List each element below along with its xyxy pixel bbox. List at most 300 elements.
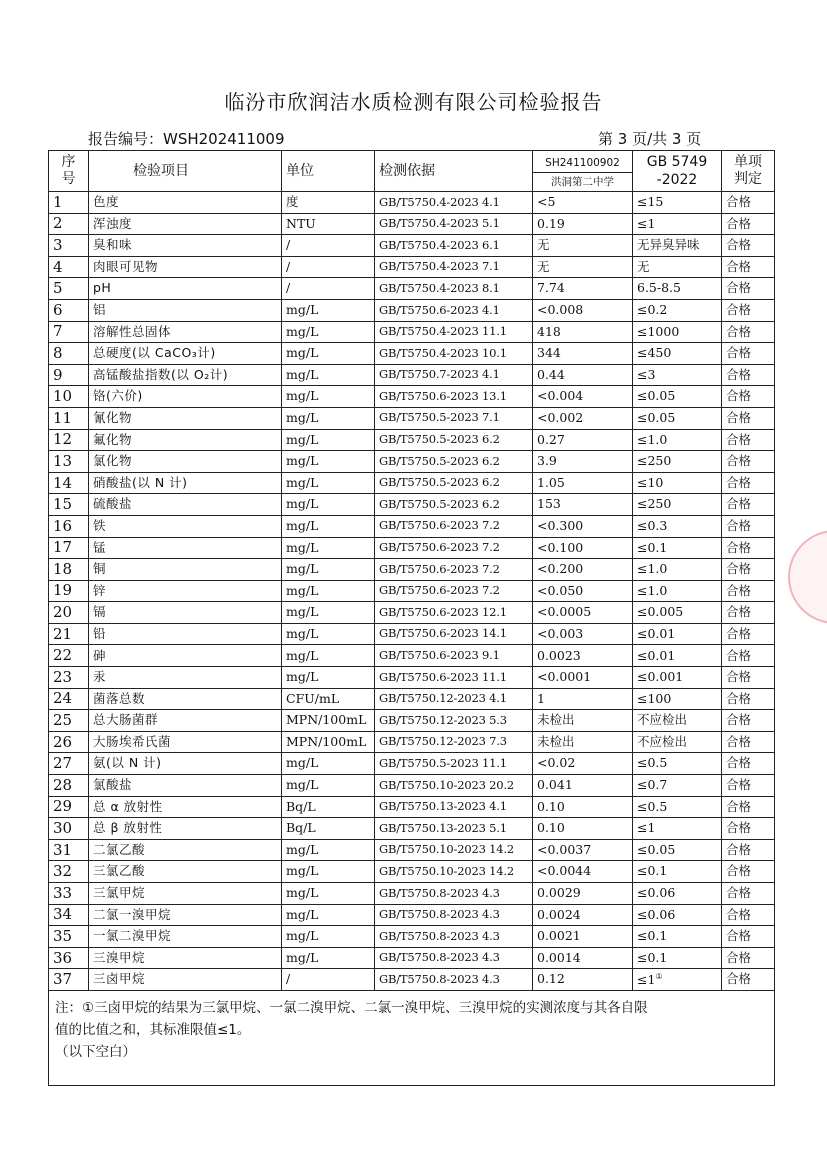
result-cell-text: 0.0023 [537,647,581,663]
result-cell [533,364,633,386]
limit-cell-text: ≤0.1 [637,863,668,879]
verdict-cell-text: 合格 [726,755,752,771]
result-cell-text: 0.0014 [537,949,581,965]
verdict-cell-text: 合格 [726,302,752,318]
item-cell-text: 锌 [93,582,107,598]
method-cell-text: GB/T5750.10-2023 14.2 [379,863,514,878]
item-cell [89,926,282,948]
unit-cell-text: mg/L [286,885,319,901]
table-row [49,667,775,689]
verdict-cell [722,796,775,818]
item-cell [89,343,282,365]
verdict-cell-text: 合格 [726,517,752,533]
verdict-cell [722,602,775,624]
seq-cell-text: 18 [53,559,73,578]
verdict-cell [722,451,775,473]
verdict-cell-text: 合格 [726,669,752,685]
table-row [49,192,775,214]
verdict-cell [722,256,775,278]
limit-cell-text: 无异臭异味 [637,237,700,253]
item-cell-text: 硝酸盐(以 N 计) [93,474,188,490]
unit-cell-text: / [286,971,291,987]
seq-cell [49,451,89,473]
seq-cell-text: 13 [53,451,73,470]
seq-cell [49,926,89,948]
seq-cell [49,386,89,408]
limit-cell [633,429,722,451]
method-cell [375,602,533,624]
verdict-cell [722,926,775,948]
sample-id: SH241100902 [533,155,632,173]
unit-cell [282,904,375,926]
item-cell [89,235,282,257]
report-number: 报告编号：WSH202411009 [88,130,285,148]
footnote-mark: ① [655,971,663,981]
seq-cell-text: 10 [53,387,73,406]
method-cell [375,969,533,991]
unit-cell-text: mg/L [286,323,319,339]
method-cell [375,645,533,667]
verdict-cell-text: 合格 [726,906,752,922]
item-cell-text: 硫酸盐 [93,496,133,512]
table-row [49,364,775,386]
verdict-cell [722,429,775,451]
verdict-cell [722,321,775,343]
seq-cell-text: 12 [53,430,73,449]
unit-cell-text: mg/L [286,453,319,469]
result-cell [533,256,633,278]
limit-cell-text: ≤15 [637,194,664,210]
table-row [49,645,775,667]
unit-cell [282,775,375,797]
method-cell-text: GB/T5750.10-2023 14.2 [379,842,514,857]
limit-cell-text: 不应检出 [637,733,688,749]
seq-cell-text: 19 [53,581,73,600]
seq-cell [49,343,89,365]
seq-cell [49,969,89,991]
seq-cell [49,213,89,235]
limit-cell [633,559,722,581]
seq-cell-text: 24 [53,689,73,708]
unit-cell-text: mg/L [286,496,319,512]
method-cell [375,364,533,386]
result-cell [533,947,633,969]
seq-cell [49,818,89,840]
header-standard [633,151,722,192]
item-cell-text: 肉眼可见物 [93,258,159,274]
limit-cell [633,602,722,624]
unit-cell-text: mg/L [286,561,319,577]
table-row [49,256,775,278]
item-cell [89,580,282,602]
result-cell [533,386,633,408]
item-cell-text: 铁 [93,517,107,533]
sample-name: 洪洞第二中学 [551,175,614,188]
unit-cell [282,494,375,516]
table-row [49,926,775,948]
unit-cell-text: mg/L [286,366,319,382]
result-cell-text: <0.004 [537,388,584,404]
verdict-cell-text: 合格 [726,733,752,749]
item-cell [89,645,282,667]
verdict-cell [722,969,775,991]
method-cell-text: GB/T5750.5-2023 6.2 [379,453,500,468]
seq-cell-text: 7 [53,322,63,341]
table-row [49,602,775,624]
seq-cell-text: 28 [53,775,73,794]
unit-cell [282,364,375,386]
verdict-cell [722,559,775,581]
seq-cell-text: 35 [53,926,73,945]
unit-cell-text: mg/L [286,474,319,490]
header-method [375,151,533,192]
verdict-cell [722,904,775,926]
result-cell [533,278,633,300]
result-cell-text: 0.12 [537,971,565,987]
unit-cell-text: mg/L [286,949,319,965]
seq-cell [49,775,89,797]
result-cell-text: 0.19 [537,215,565,231]
header-judgement-line1: 单项 [734,153,762,170]
seq-cell-text: 32 [53,862,73,881]
method-cell-text: GB/T5750.4-2023 5.1 [379,216,500,231]
limit-cell [633,515,722,537]
unit-cell [282,192,375,214]
method-cell [375,343,533,365]
official-seal-stamp [788,530,827,624]
result-cell [533,472,633,494]
table-row [49,278,775,300]
table-row [49,904,775,926]
item-cell [89,818,282,840]
seq-cell-text: 22 [53,646,73,665]
unit-cell-text: mg/L [286,841,319,857]
item-cell [89,386,282,408]
limit-cell-text: ≤250 [637,453,672,469]
seq-cell-text: 33 [53,883,73,902]
method-cell-text: GB/T5750.5-2023 6.2 [379,496,500,511]
result-cell [533,645,633,667]
limit-cell-text: ≤0.1 [637,928,668,944]
method-cell-text: GB/T5750.5-2023 6.2 [379,475,500,490]
seq-cell-text: 5 [53,279,63,298]
result-cell [533,883,633,905]
method-cell [375,861,533,883]
unit-cell [282,235,375,257]
verdict-cell [722,494,775,516]
limit-cell [633,839,722,861]
seq-cell-text: 21 [53,624,73,643]
verdict-cell [722,731,775,753]
seq-cell [49,278,89,300]
result-cell [533,969,633,991]
table-row [49,299,775,321]
item-cell-text: 总 α 放射性 [93,798,163,814]
table-row [49,213,775,235]
unit-cell [282,818,375,840]
limit-cell [633,321,722,343]
limit-cell-text: ≤0.05 [637,388,676,404]
method-cell [375,926,533,948]
limit-cell [633,645,722,667]
unit-cell-text: mg/L [286,388,319,404]
seq-cell [49,645,89,667]
limit-cell [633,494,722,516]
method-cell [375,407,533,429]
result-cell-text: 418 [537,323,561,339]
limit-cell-text: ≤0.05 [637,841,676,857]
page-number: 第 3 页/共 3 页 [598,130,702,148]
method-cell-text: GB/T5750.5-2023 6.2 [379,432,500,447]
method-cell [375,731,533,753]
item-cell-text: 三卤甲烷 [93,971,146,987]
method-cell [375,883,533,905]
unit-cell-text: CFU/mL [286,690,340,706]
item-cell [89,623,282,645]
limit-cell [633,299,722,321]
unit-cell [282,645,375,667]
item-cell-text: 铅 [93,625,107,641]
limit-cell [633,472,722,494]
verdict-cell [722,688,775,710]
item-cell [89,494,282,516]
table-row [49,321,775,343]
item-cell-text: 一氯二溴甲烷 [93,928,172,944]
method-cell-text: GB/T5750.6-2023 7.2 [379,561,500,576]
verdict-cell-text: 合格 [726,582,752,598]
result-cell-text: 0.0021 [537,928,581,944]
item-cell-text: 氨(以 N 计) [93,755,162,771]
result-cell-text: 未检出 [537,733,575,749]
item-cell-text: 浑浊度 [93,215,133,231]
method-cell [375,278,533,300]
seq-cell [49,364,89,386]
item-cell-text: 汞 [93,669,107,685]
item-cell [89,947,282,969]
result-cell [533,623,633,645]
item-cell [89,710,282,732]
item-cell [89,515,282,537]
limit-cell [633,926,722,948]
table-row [49,775,775,797]
result-cell-text: <5 [537,194,556,210]
result-cell [533,515,633,537]
table-row [49,796,775,818]
item-cell [89,256,282,278]
item-cell [89,559,282,581]
verdict-cell-text: 合格 [726,647,752,663]
verdict-cell [722,343,775,365]
result-cell-text: <0.0005 [537,604,592,620]
verdict-cell-text: 合格 [726,777,752,793]
result-cell-text: <0.0044 [537,863,592,879]
limit-cell-text: ≤1 [637,215,656,231]
method-cell-text: GB/T5750.6-2023 7.2 [379,540,500,555]
item-cell-text: 高锰酸盐指数(以 O₂计) [93,366,229,382]
limit-cell-text: ≤0.3 [637,517,668,533]
item-cell-text: 砷 [93,647,107,663]
table-row [49,494,775,516]
method-cell-text: GB/T5750.6-2023 13.1 [379,388,507,403]
limit-cell-text: ≤0.5 [637,755,668,771]
unit-cell-text: MPN/100mL [286,733,367,749]
unit-cell [282,667,375,689]
unit-cell-text: mg/L [286,431,319,447]
result-cell-text: <0.02 [537,755,576,771]
result-cell-text: 153 [537,496,561,512]
seq-cell [49,602,89,624]
result-cell [533,667,633,689]
item-cell-text: 三氯乙酸 [93,863,146,879]
unit-cell [282,731,375,753]
seq-cell [49,580,89,602]
result-cell [533,602,633,624]
limit-cell-text: ≤0.001 [637,669,684,685]
verdict-cell-text: 合格 [726,949,752,965]
seq-cell-text: 17 [53,538,73,557]
seq-cell [49,256,89,278]
verdict-cell [722,299,775,321]
seq-cell-text: 20 [53,603,73,622]
method-cell [375,796,533,818]
seq-cell [49,947,89,969]
method-cell-text: GB/T5750.8-2023 4.3 [379,928,500,943]
unit-cell [282,278,375,300]
seq-cell-text: 11 [53,408,73,427]
item-cell-text: 总 β 放射性 [93,820,163,836]
verdict-cell-text: 合格 [726,474,752,490]
method-cell [375,256,533,278]
item-cell [89,753,282,775]
method-cell [375,472,533,494]
seq-cell-text: 14 [53,473,73,492]
unit-cell-text: MPN/100mL [286,712,367,728]
unit-cell-text: 度 [286,194,299,210]
seq-cell-text: 16 [53,516,73,535]
method-cell [375,321,533,343]
method-cell-text: GB/T5750.10-2023 20.2 [379,777,514,792]
header-item [89,151,282,192]
method-cell [375,235,533,257]
item-cell-text: 氟化物 [93,431,133,447]
limit-cell [633,451,722,473]
verdict-cell [722,386,775,408]
seq-cell-text: 26 [53,732,73,751]
verdict-cell-text: 合格 [726,690,752,706]
item-cell-text: 二氯一溴甲烷 [93,906,172,922]
table-row [49,688,775,710]
seq-cell [49,494,89,516]
result-cell [533,926,633,948]
limit-cell-text: ≤10 [637,474,664,490]
limit-cell [633,710,722,732]
method-cell-text: GB/T5750.8-2023 4.3 [379,950,500,965]
unit-cell [282,947,375,969]
verdict-cell [722,775,775,797]
method-cell [375,494,533,516]
unit-cell [282,343,375,365]
limit-cell-text: ≤1.0 [637,561,668,577]
item-cell-text: 总硬度(以 CaCO₃计) [93,345,216,361]
verdict-cell-text: 合格 [726,885,752,901]
seq-cell [49,429,89,451]
method-cell-text: GB/T5750.4-2023 10.1 [379,345,507,360]
limit-cell-text: ≤100 [637,690,672,706]
verdict-cell-text: 合格 [726,604,752,620]
method-cell-text: GB/T5750.8-2023 4.3 [379,971,500,986]
result-cell-text: <0.003 [537,625,584,641]
table-row [49,839,775,861]
seq-cell [49,515,89,537]
method-cell-text: GB/T5750.13-2023 5.1 [379,820,507,835]
unit-cell [282,969,375,991]
table-row [49,235,775,257]
unit-cell-text: / [286,280,291,296]
verdict-cell [722,753,775,775]
item-cell [89,883,282,905]
item-cell [89,192,282,214]
unit-cell-text: mg/L [286,669,319,685]
limit-cell-text: ≤3 [637,366,656,382]
verdict-cell-text: 合格 [726,237,752,253]
seq-cell [49,321,89,343]
unit-cell [282,753,375,775]
result-cell [533,559,633,581]
method-cell [375,192,533,214]
verdict-cell [722,213,775,235]
item-cell [89,278,282,300]
verdict-cell [722,818,775,840]
unit-cell [282,515,375,537]
seq-cell-text: 3 [53,235,63,254]
method-cell [375,580,533,602]
limit-cell [633,386,722,408]
item-cell [89,796,282,818]
verdict-cell-text: 合格 [726,625,752,641]
unit-cell [282,623,375,645]
method-cell [375,775,533,797]
limit-cell [633,580,722,602]
unit-cell-text: Bq/L [286,798,316,814]
result-cell-text: 1.05 [537,474,565,490]
method-cell-text: GB/T5750.8-2023 4.3 [379,885,500,900]
item-cell [89,861,282,883]
header-unit [282,151,375,192]
result-cell-text: <0.008 [537,302,584,318]
table-row [49,472,775,494]
seq-cell-text: 1 [53,192,63,211]
result-cell [533,451,633,473]
table-row [49,947,775,969]
method-cell-text: GB/T5750.4-2023 4.1 [379,194,500,209]
seq-cell-text: 6 [53,300,63,319]
limit-cell [633,883,722,905]
verdict-cell-text: 合格 [726,712,752,728]
seq-cell-text: 30 [53,819,73,838]
limit-cell [633,861,722,883]
unit-cell [282,299,375,321]
unit-cell-text: NTU [286,215,316,231]
result-cell [533,775,633,797]
verdict-cell [722,407,775,429]
method-cell [375,451,533,473]
method-cell-text: GB/T5750.13-2023 4.1 [379,799,507,814]
seq-cell [49,753,89,775]
verdict-cell-text: 合格 [726,280,752,296]
table-header-row [49,151,775,192]
seq-cell [49,731,89,753]
header-seq-line1: 序 [61,153,76,170]
